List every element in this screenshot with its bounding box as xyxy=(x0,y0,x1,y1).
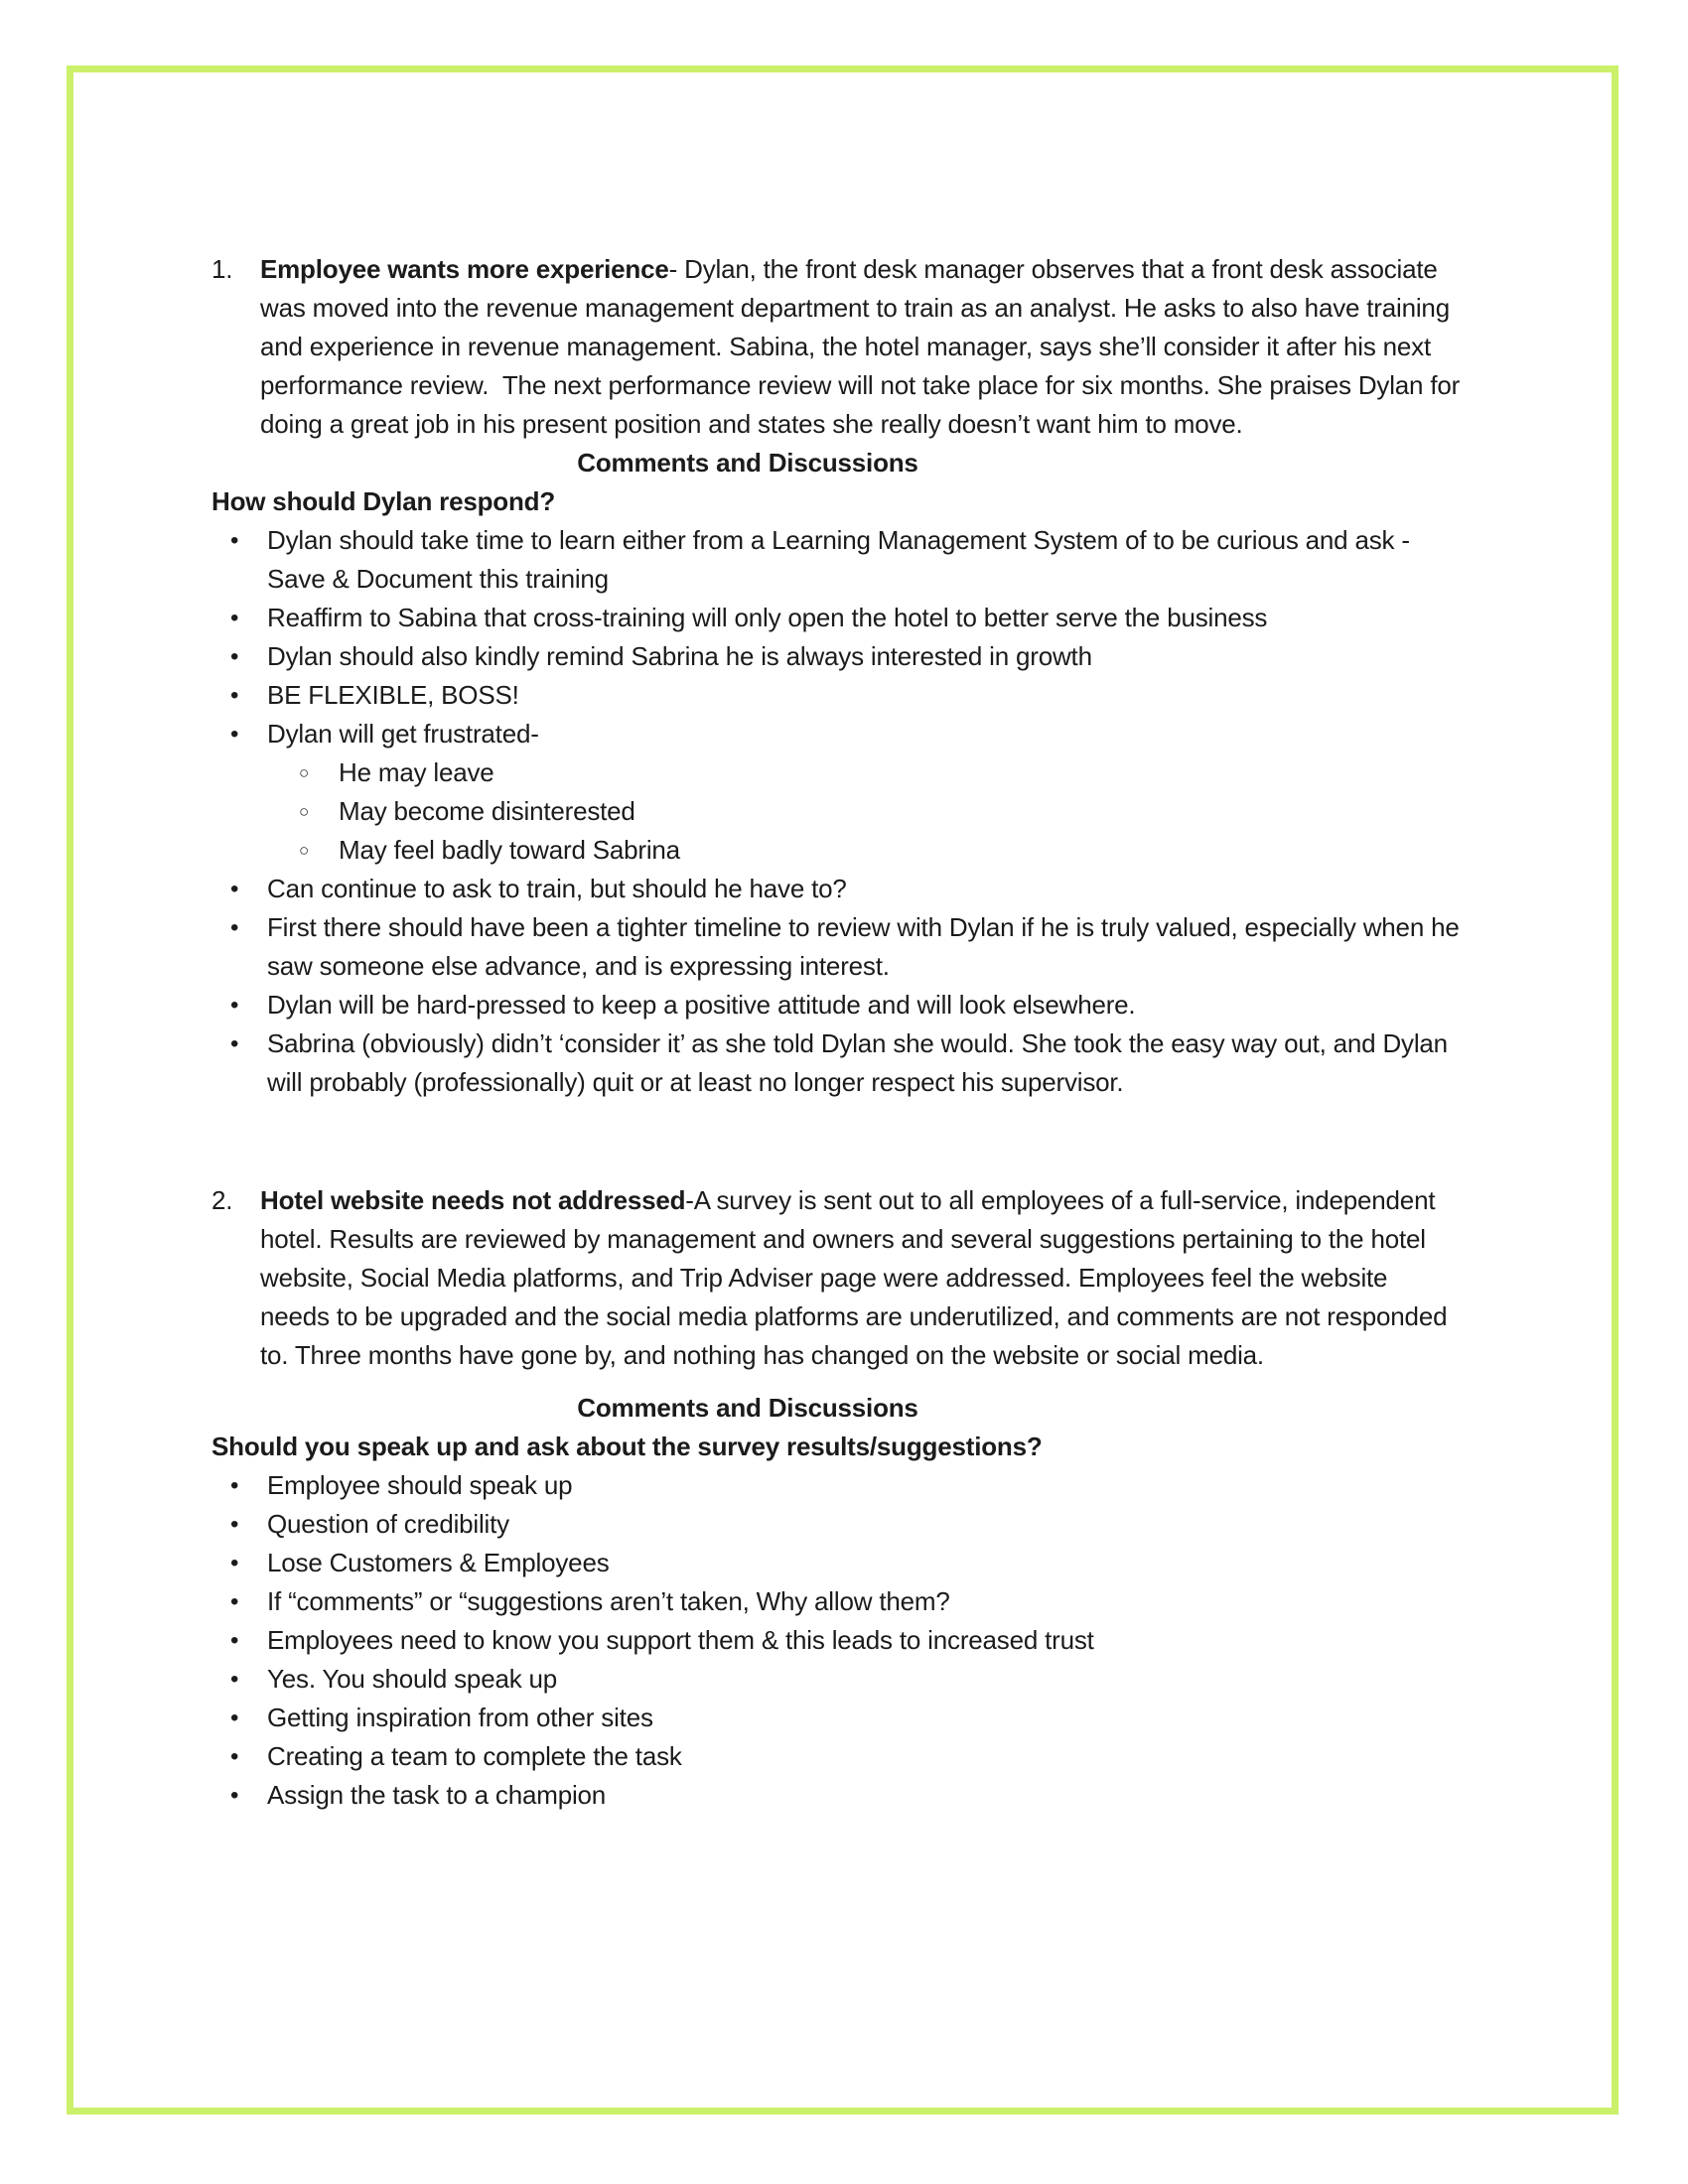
case-paragraph xyxy=(260,250,1468,444)
sub-bullet-list xyxy=(211,753,1461,870)
bullet-list xyxy=(211,521,1461,753)
bullet-item xyxy=(230,908,1467,986)
list-number: 1. xyxy=(211,254,233,284)
bullet-text: Can continue to ask to train, but should he have to? xyxy=(267,874,847,903)
bullet-list xyxy=(211,1466,1461,1815)
bullet-text: Creating a team to complete the task xyxy=(267,1741,682,1771)
case-body: -A survey is sent out to all employees of a full-service, independent hotel. Results are reviewed by management and owners and several suggestions pertaining to the hotel website, Social Media platforms, and Trip Adviser page were addressed. Employees feel the website needs to be upgraded and the social media platforms are underutilized, and comments are not responded to. Three months have gone by, and nothing has changed on the website or social media. xyxy=(260,1185,1455,1370)
bullet-item xyxy=(230,870,1461,908)
case-paragraph xyxy=(260,1181,1461,1375)
comments-heading: Comments and Discussions xyxy=(577,448,918,478)
bullet-icon: • xyxy=(230,1705,239,1731)
bullet-icon: • xyxy=(230,1666,239,1693)
bullet-text: Assign the task to a champion xyxy=(267,1780,607,1810)
bullet-text: Employees need to know you support them & this leads to increased trust xyxy=(267,1625,1094,1655)
bullet-icon: • xyxy=(230,527,239,554)
sub-bullet-item xyxy=(299,792,1461,831)
bullet-item xyxy=(230,986,1461,1024)
bullet-text: Dylan will get frustrated- xyxy=(267,719,539,749)
document-content xyxy=(211,250,1468,1815)
bullet-item xyxy=(230,1776,1461,1815)
bullet-text: Dylan will be hard-pressed to keep a positive attitude and will look elsewhere. xyxy=(267,990,1136,1020)
bullet-text: First there should have been a tighter timeline to review with Dylan if he is truly valued, especially when he saw someone else advance, and is expressing interest. xyxy=(267,912,1467,981)
bullet-item xyxy=(230,1660,1461,1699)
bullet-icon: • xyxy=(230,682,239,709)
bullet-text: If “comments” or “suggestions aren’t taken, Why allow them? xyxy=(267,1586,950,1616)
bullet-item xyxy=(230,1505,1461,1544)
list-number: 2. xyxy=(211,1185,233,1215)
bullet-icon: • xyxy=(230,992,239,1019)
bullet-icon: • xyxy=(230,1627,239,1654)
bullet-icon: • xyxy=(230,1550,239,1576)
bullet-text: Dylan should also kindly remind Sabrina he is always interested in growth xyxy=(267,641,1092,671)
bullet-icon: • xyxy=(230,605,239,631)
bullet-text: Question of credibility xyxy=(267,1509,509,1539)
bullet-item xyxy=(230,1582,1461,1621)
bullet-text: Getting inspiration from other sites xyxy=(267,1703,653,1732)
bullet-item xyxy=(230,1621,1461,1660)
bullet-text: Employee should speak up xyxy=(267,1470,573,1500)
bullet-icon: • xyxy=(230,643,239,670)
bullet-icon: • xyxy=(230,914,239,941)
circle-bullet-icon: ○ xyxy=(299,802,310,821)
bullet-item xyxy=(230,1544,1461,1582)
bullet-item xyxy=(230,1024,1461,1102)
bullet-icon: • xyxy=(230,1743,239,1770)
bullet-icon: • xyxy=(230,1588,239,1615)
bullet-item xyxy=(230,676,1461,715)
bullet-list xyxy=(211,870,1467,1102)
discussion-question: How should Dylan respond? xyxy=(211,486,556,516)
sub-bullet-text: May become disinterested xyxy=(339,796,635,826)
bullet-text: Yes. You should speak up xyxy=(267,1664,558,1694)
case-title: Employee wants more experience xyxy=(260,254,669,284)
bullet-item xyxy=(230,715,1461,753)
bullet-icon: • xyxy=(230,721,239,748)
bullet-icon: • xyxy=(230,1030,239,1057)
case-item-2 xyxy=(211,1181,1461,1815)
bullet-item xyxy=(230,1737,1461,1776)
circle-bullet-icon: ○ xyxy=(299,763,310,782)
bullet-text: BE FLEXIBLE, BOSS! xyxy=(267,680,519,710)
comments-heading: Comments and Discussions xyxy=(577,1393,918,1423)
bullet-item xyxy=(230,1699,1461,1737)
bullet-text: Dylan should take time to learn either from a Learning Management System of to be curious and ask -Save & Document this training xyxy=(267,525,1410,594)
numbered-paragraph xyxy=(211,1181,1461,1375)
bullet-icon: • xyxy=(230,1472,239,1499)
bullet-text: Reaffirm to Sabina that cross-training will only open the hotel to better serve the business xyxy=(267,603,1268,632)
bullet-item xyxy=(230,637,1461,676)
numbered-paragraph xyxy=(211,250,1468,444)
sub-bullet-item xyxy=(299,831,1461,870)
bullet-icon: • xyxy=(230,1511,239,1538)
bullet-item xyxy=(230,599,1461,637)
circle-bullet-icon: ○ xyxy=(299,841,310,860)
bullet-item xyxy=(230,521,1461,599)
sub-bullet-text: May feel badly toward Sabrina xyxy=(339,835,680,865)
sub-bullet-text: He may leave xyxy=(339,757,494,787)
bullet-icon: • xyxy=(230,1782,239,1809)
bullet-text: Sabrina (obviously) didn’t ‘consider it’ as she told Dylan she would. She took the easy way out, and Dylan will probably (professionally) quit or at least no longer respect his supervisor. xyxy=(267,1028,1455,1097)
case-title: Hotel website needs not addressed xyxy=(260,1185,686,1215)
bullet-text: Lose Customers & Employees xyxy=(267,1548,610,1577)
case-item-1 xyxy=(211,250,1468,1102)
sub-bullet-item xyxy=(299,753,1461,792)
case-body: - Dylan, the front desk manager observes that a front desk associate was moved into the revenue management department to train as an analyst. He asks to also have training and experience in revenue management. Sabina, the hotel manager, says she’ll consider it after his next performance review. The next performance review will not take place for six months. She praises Dylan for doing a great job in his present position and states she really doesn’t want him to move. xyxy=(260,254,1468,439)
discussion-question: Should you speak up and ask about the survey results/suggestions? xyxy=(211,1432,1043,1461)
bullet-item xyxy=(230,1466,1461,1505)
bullet-icon: • xyxy=(230,876,239,902)
